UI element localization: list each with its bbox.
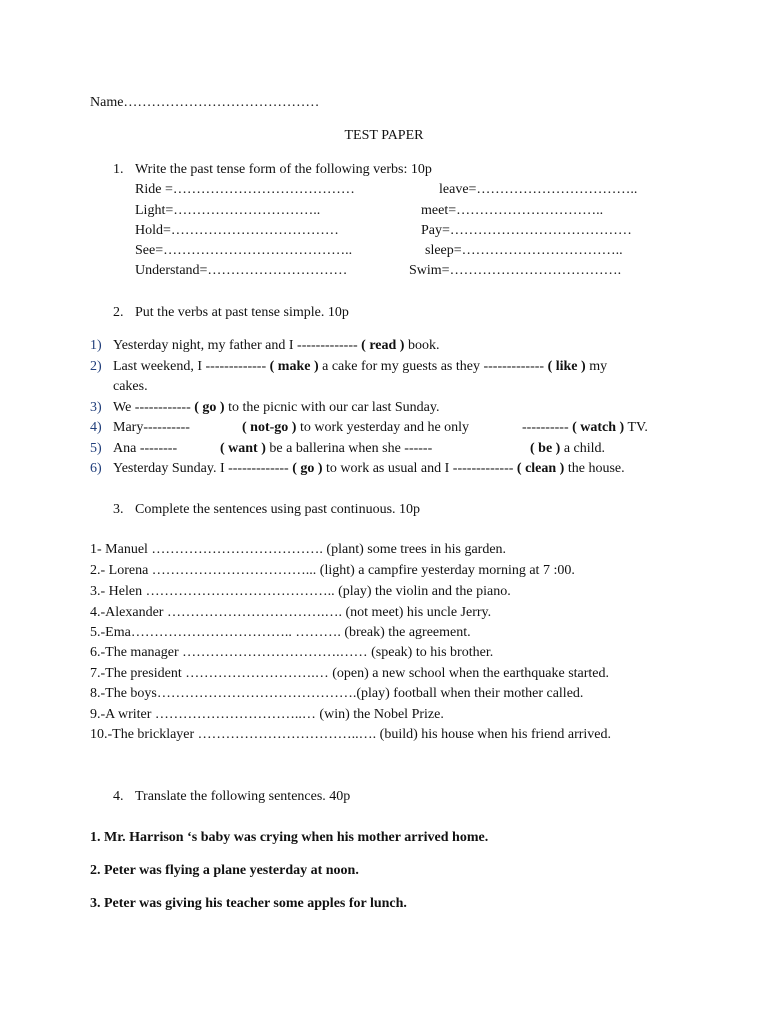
list-item	[522, 418, 648, 438]
list-item	[113, 336, 439, 356]
verb-left-ride: Ride =…………………………………	[135, 182, 355, 197]
section2-number: 2.	[113, 305, 124, 320]
verb-cue: ( go )	[292, 461, 323, 476]
sentence-text: to work as usual and I -------------	[322, 461, 517, 476]
section1-number: 1.	[113, 162, 124, 177]
verb-left-understand: Understand=…………………………	[135, 263, 348, 278]
list-item: 3.- Helen ………………………………….. (play) the violin and the piano.	[90, 584, 511, 599]
verb-cue: ( be )	[530, 441, 561, 456]
verb-cue: ( watch )	[572, 420, 625, 435]
list-item: 5.-Ema…………………………….. ………. (break) the agreement.	[90, 625, 471, 640]
sentence-text: ----------	[522, 420, 573, 435]
verb-right-swim: Swim=……………………………….	[409, 263, 622, 278]
sentence-text: to work yesterday and he only	[296, 420, 470, 435]
verb-right-meet: meet=…………………………..	[421, 203, 604, 218]
verb-right-sleep: sleep=……………………………..	[425, 243, 623, 258]
sentence-text: Yesterday Sunday. I -------------	[113, 461, 293, 476]
list-item	[113, 398, 439, 418]
sentence-text: Last weekend, I -------------	[113, 359, 270, 374]
verb-cue: ( want )	[220, 441, 266, 456]
translation-sentence: 3. Peter was giving his teacher some apples for lunch.	[90, 896, 407, 911]
verb-cue: ( make )	[269, 359, 319, 374]
list-item: 1- Manuel ………………………………. (plant) some trees in his garden.	[90, 542, 507, 557]
translation-sentence: 1. Mr. Harrison ‘s baby was crying when his mother arrived home.	[90, 830, 489, 845]
name-line: Name……………………………………	[90, 95, 320, 110]
list-item: 7.-The president ……………………….… (open) a new school when the earthquake started.	[90, 666, 610, 681]
verb-cue: ( like )	[547, 359, 586, 374]
section4-number: 4.	[113, 789, 124, 804]
list-item: 8.-The boys…………………………………….(play) football when their mother called.	[90, 686, 584, 701]
verb-left-light: Light=…………………………..	[135, 203, 321, 218]
list-number: 5)	[90, 441, 102, 456]
list-item: 9.-A writer …………………………..… (win) the Nobel Prize.	[90, 707, 444, 722]
list-item: 10.-The bricklayer ……………………………..…. (build) his house when his friend arrived.	[90, 727, 612, 742]
list-number: 6)	[90, 461, 102, 476]
list-item: 4.-Alexander …………………………….…. (not meet) his uncle Jerry.	[90, 605, 492, 620]
section3-heading: Complete the sentences using past continuous. 10p	[135, 502, 421, 517]
sentence-text: be a ballerina when she ------	[265, 441, 433, 456]
verb-cue: ( go )	[194, 400, 225, 415]
list-item	[113, 357, 607, 377]
verb-left-hold: Hold=………………………………	[135, 223, 339, 238]
sentence-text: my	[585, 359, 608, 374]
list-number: 1)	[90, 338, 102, 353]
list-item	[242, 418, 469, 438]
section4-heading: Translate the following sentences. 40p	[135, 789, 351, 804]
section2-heading: Put the verbs at past tense simple. 10p	[135, 305, 349, 320]
sentence-text: book.	[404, 338, 440, 353]
list-item: 6.-The manager …………………………….…… (speak) to his brother.	[90, 645, 494, 660]
list-number: 3)	[90, 400, 102, 415]
verb-right-pay: Pay=…………………………………	[421, 223, 632, 238]
list-item	[220, 439, 432, 459]
list-item	[113, 459, 625, 479]
list-item	[530, 439, 605, 459]
sentence-text: TV.	[624, 420, 648, 435]
sentence-text: a cake for my guests as they -------------	[318, 359, 548, 374]
list-item: 2.- Lorena ……………………………... (light) a campfire yesterday morning at 7 :00.	[90, 563, 575, 578]
list-number: 2)	[90, 359, 102, 374]
list-item-continuation: cakes.	[113, 379, 148, 394]
section3-number: 3.	[113, 502, 124, 517]
page-title: TEST PAPER	[344, 128, 424, 143]
list-number: 4)	[90, 420, 102, 435]
sentence-text: Mary----------	[113, 420, 190, 435]
sentence-text: a child.	[560, 441, 606, 456]
section1-heading: Write the past tense form of the following verbs: 10p	[135, 162, 432, 177]
sentence-text: Yesterday night, my father and I -------------	[113, 338, 362, 353]
verb-left-see: See=…………………………………..	[135, 243, 353, 258]
sentence-text: Ana --------	[113, 441, 178, 456]
verb-right-leave: leave=……………………………..	[439, 182, 638, 197]
sentence-text: We ------------	[113, 400, 195, 415]
verb-cue: ( not-go )	[242, 420, 297, 435]
sentence-text: to the picnic with our car last Sunday.	[224, 400, 440, 415]
verb-cue: ( read )	[361, 338, 405, 353]
sentence-text: the house.	[564, 461, 625, 476]
translation-sentence: 2. Peter was flying a plane yesterday at noon.	[90, 863, 359, 878]
verb-cue: ( clean )	[516, 461, 565, 476]
